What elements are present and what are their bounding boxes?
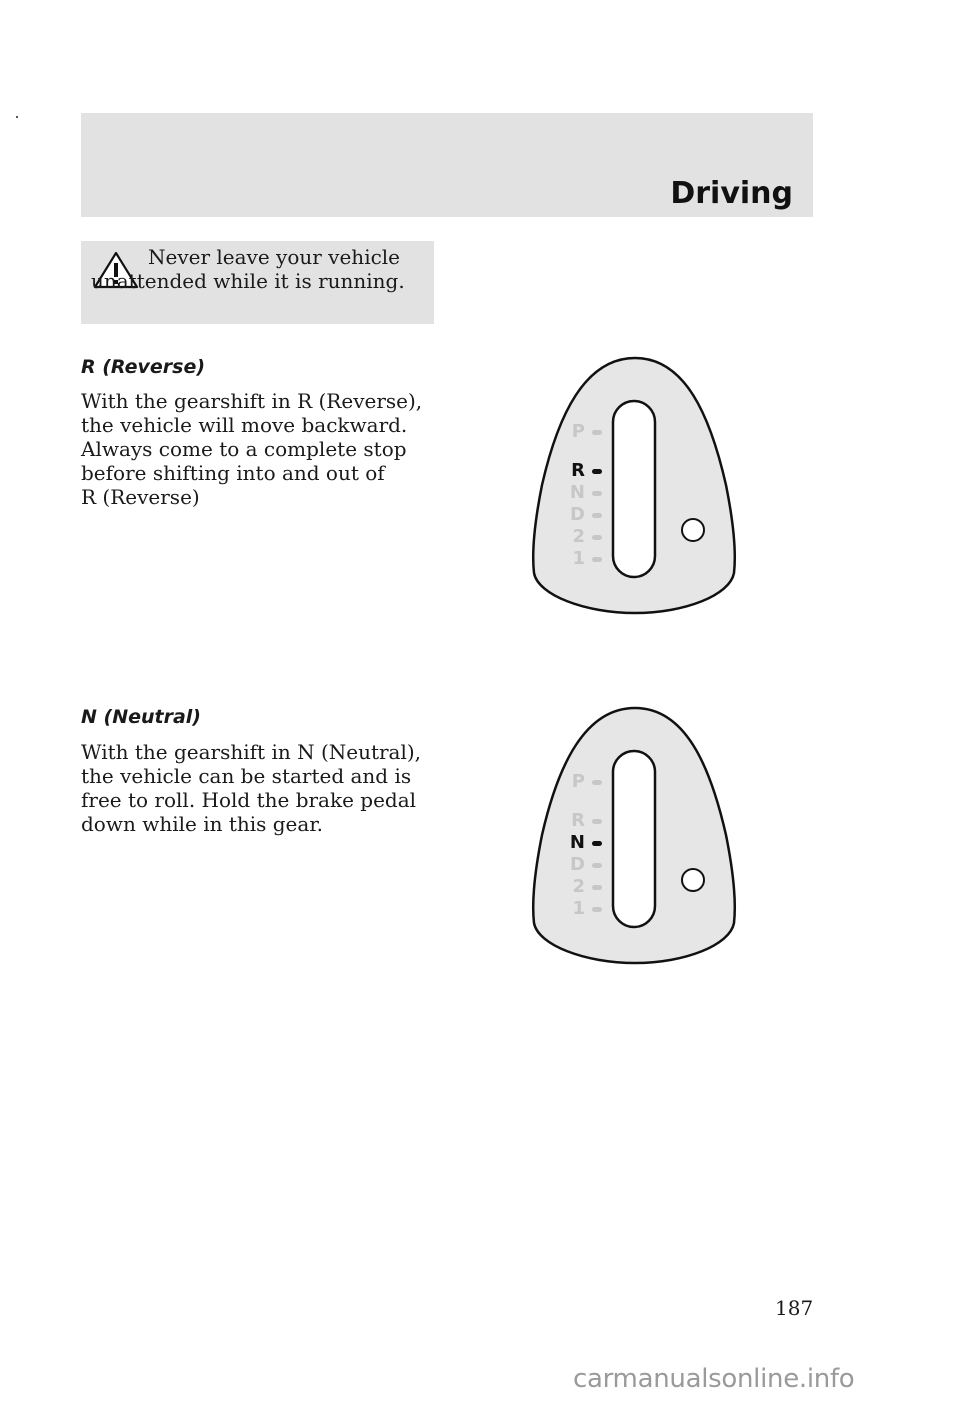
gear-mark-1: [592, 907, 602, 912]
warning-box: [81, 241, 434, 324]
gear-label-r: R: [571, 460, 585, 481]
gear-label-2: 2: [572, 876, 585, 897]
gear-label-p: P: [571, 421, 585, 442]
gear-label-r: R: [571, 810, 585, 831]
gear-label-n: N: [569, 482, 585, 503]
gear-label-d: D: [570, 854, 585, 875]
gear-mark-1: [592, 557, 602, 562]
gear-label-1: 1: [572, 898, 585, 919]
gear-plate-icon: [530, 705, 740, 967]
gear-label-p: P: [571, 771, 585, 792]
page-number: 187: [775, 1296, 814, 1320]
neutral-body: With the gearshift in N (Neutral), the vehicle can be started and is free to roll. Hold the brake pedal down while in this gear.: [81, 740, 422, 836]
gear-mark-r: [592, 469, 602, 474]
reverse-heading: R (Reverse): [81, 356, 206, 378]
section-header-band: [81, 113, 813, 217]
gear-mark-n: [592, 841, 602, 846]
gear-label-n: N: [569, 832, 585, 853]
gear-mark-2: [592, 885, 602, 890]
gear-mark-n: [592, 491, 602, 496]
gear-label-d: D: [570, 504, 585, 525]
gear-label-2: 2: [572, 526, 585, 547]
gear-indicator-neutral: [530, 705, 740, 967]
gear-plate-icon: [530, 355, 740, 617]
neutral-heading: N (Neutral): [81, 706, 201, 728]
gear-label-1: 1: [572, 548, 585, 569]
reverse-body: With the gearshift in R (Reverse), the vehicle will move backward. Always come to a complete stop before shifting into and out of R (Reverse): [81, 389, 423, 509]
gear-indicator-reverse: [530, 355, 740, 617]
page-speck: [16, 116, 18, 118]
gear-mark-p: [592, 780, 602, 785]
section-title: Driving: [670, 176, 793, 211]
gear-mark-r: [592, 819, 602, 824]
gear-mark-2: [592, 535, 602, 540]
watermark: carmanualsonline.info: [573, 1364, 855, 1394]
warning-text: Never leave your vehicle unattended while it is running.: [91, 245, 405, 293]
gear-mark-d: [592, 513, 602, 518]
gear-mark-p: [592, 430, 602, 435]
gear-mark-d: [592, 863, 602, 868]
